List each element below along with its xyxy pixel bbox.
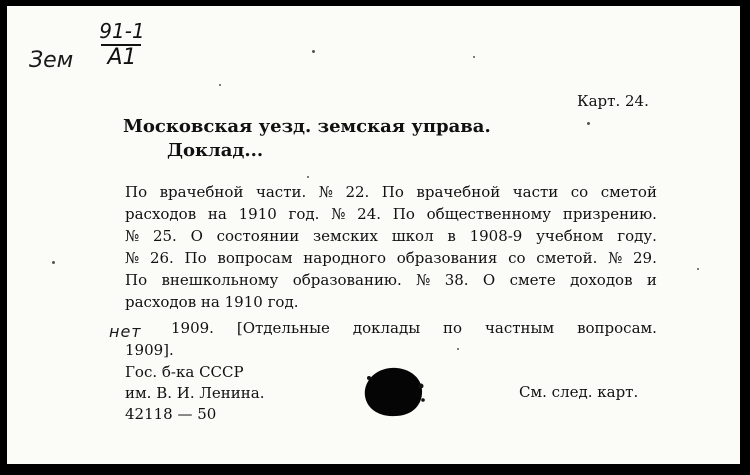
description-paragraph xyxy=(125,181,657,313)
word: 1909]. xyxy=(125,341,174,359)
handwritten-numerator: 91-1 xyxy=(99,19,145,43)
word: № xyxy=(125,227,140,245)
word: По xyxy=(381,183,404,201)
word: О xyxy=(190,227,203,245)
card-heading: Московская уезд. земская управа. xyxy=(123,116,491,137)
description-line xyxy=(125,269,657,291)
word: части xyxy=(512,183,559,201)
word: состоянии xyxy=(216,227,300,245)
word: расходов на 1910 год. xyxy=(125,293,299,311)
word: вопросам xyxy=(217,249,293,267)
catalog-card xyxy=(7,6,740,464)
date-note-line xyxy=(125,339,657,361)
word: По xyxy=(392,205,415,223)
library-line: 42118 — 50 xyxy=(125,405,217,423)
word: внешкольному xyxy=(161,271,279,289)
word: расходов xyxy=(125,205,197,223)
word: 1909. xyxy=(171,319,214,337)
word: учебном xyxy=(536,227,604,245)
library-line: Гос. б-ка СССР xyxy=(125,363,244,381)
word: в xyxy=(447,227,456,245)
word: 25. xyxy=(152,227,177,245)
word: со xyxy=(570,183,589,201)
word: 1908-9 xyxy=(469,227,523,245)
word: 29. xyxy=(633,249,657,267)
card-subheading: Доклад... xyxy=(167,140,264,161)
library-line: им. В. И. Ленина. xyxy=(125,384,265,402)
word: году. xyxy=(617,227,657,245)
card-number: Карт. 24. xyxy=(577,92,649,110)
word: врачебной xyxy=(416,183,501,201)
word: № xyxy=(416,271,431,289)
word: части. xyxy=(255,183,307,201)
word: 22. xyxy=(345,183,370,201)
speck xyxy=(307,176,309,178)
word: образования xyxy=(396,249,498,267)
word: доходов xyxy=(570,271,633,289)
word: № xyxy=(608,249,623,267)
speck xyxy=(697,268,699,270)
handwritten-denominator: А1 xyxy=(107,45,137,70)
word: на xyxy=(207,205,227,223)
word: школ xyxy=(391,227,434,245)
word: № xyxy=(125,249,140,267)
word: По xyxy=(125,271,148,289)
see-next-card: См. след. карт. xyxy=(519,383,639,401)
word: вопросам. xyxy=(577,319,657,337)
library-stamp xyxy=(125,362,264,425)
word: народного xyxy=(303,249,386,267)
word: со xyxy=(508,249,526,267)
speck xyxy=(312,50,315,53)
handwritten-net-note: нет xyxy=(109,322,142,341)
speck xyxy=(219,84,221,86)
word: № xyxy=(331,205,346,223)
date-note-line xyxy=(125,317,657,339)
speck xyxy=(473,56,475,58)
word: по xyxy=(443,319,463,337)
word: сметой xyxy=(600,183,657,201)
word: год. xyxy=(288,205,320,223)
word: По xyxy=(184,249,207,267)
word: частным xyxy=(484,319,555,337)
description-line xyxy=(125,203,657,225)
handwritten-call-number xyxy=(97,20,147,70)
word: № xyxy=(318,183,333,201)
word: [Отдельные xyxy=(236,319,330,337)
word: врачебной xyxy=(159,183,244,201)
description-line xyxy=(125,225,657,247)
description-line xyxy=(125,181,657,203)
word: сметой. xyxy=(536,249,598,267)
speck xyxy=(52,261,55,264)
handwritten-prefix: Зем xyxy=(29,48,74,73)
description-line xyxy=(125,247,657,269)
word: образованию. xyxy=(292,271,402,289)
word: и xyxy=(646,271,657,289)
description-line xyxy=(125,291,657,313)
word: смете xyxy=(509,271,556,289)
word: общественному xyxy=(426,205,552,223)
word: земских xyxy=(313,227,378,245)
date-note xyxy=(125,317,657,361)
speck xyxy=(587,122,590,125)
word: 26. xyxy=(149,249,174,267)
word: доклады xyxy=(352,319,421,337)
word: О xyxy=(482,271,496,289)
word: 24. xyxy=(357,205,382,223)
word: По xyxy=(125,183,148,201)
word: призрению. xyxy=(562,205,657,223)
word: 1910 xyxy=(238,205,277,223)
word: 38. xyxy=(444,271,469,289)
ink-blot xyxy=(361,366,425,418)
